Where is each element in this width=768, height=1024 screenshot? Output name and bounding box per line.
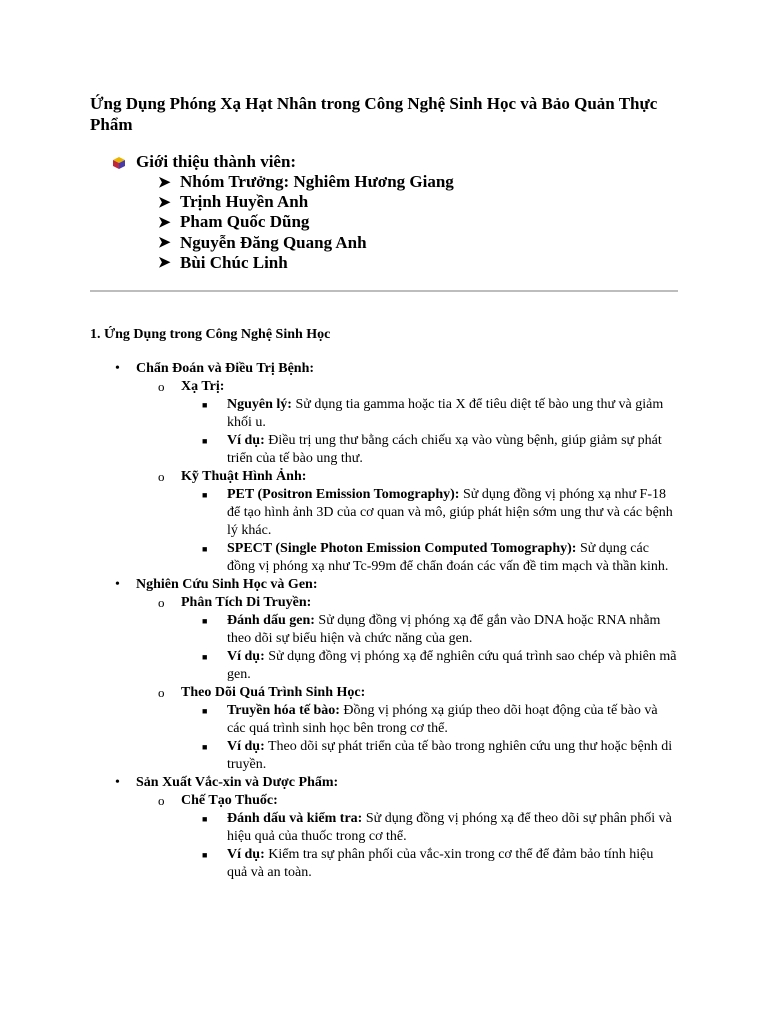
outline-level2-item: o Chế Tạo Thuốc: — [158, 793, 278, 808]
square-bullet-icon: ■ — [202, 544, 208, 554]
horizontal-divider — [90, 290, 678, 292]
colored-cube-bullet-icon — [112, 155, 126, 169]
disc-bullet-icon: • — [115, 577, 120, 592]
arrow-bullet-icon: ➤ — [158, 255, 171, 272]
outline-level3-item: ■ Đánh dấu và kiểm tra: Sử dụng đồng vị phóng xạ để theo dõi sự phân phối và hiệu quả của thuốc trong cơ thể. — [202, 811, 672, 844]
members-heading-row — [112, 152, 454, 172]
circle-bullet-icon: o — [158, 595, 165, 610]
outline-level1-item: • Nghiên Cứu Sinh Học và Gen: — [115, 577, 318, 592]
square-bullet-icon: ■ — [202, 814, 208, 824]
member-item: ➤ Nguyễn Đăng Quang Anh — [158, 232, 367, 252]
outline-level1-item: • Sản Xuất Vắc-xin và Dược Phẩm: — [115, 775, 339, 790]
document-title: Ứng Dụng Phóng Xạ Hạt Nhân trong Công Nghệ Sinh Học và Bảo Quản Thực Phẩm — [90, 94, 658, 134]
outline-level2-item: o Kỹ Thuật Hình Ảnh: — [158, 469, 307, 484]
arrow-bullet-icon: ➤ — [158, 235, 171, 252]
square-bullet-icon: ■ — [202, 850, 208, 860]
arrow-bullet-icon: ➤ — [158, 194, 171, 211]
circle-bullet-icon: o — [158, 793, 165, 808]
outline-level3-item: ■ Ví dụ: Kiểm tra sự phân phối của vắc-xin trong cơ thể để đảm bảo tính hiệu quả và an toàn. — [202, 847, 654, 880]
square-bullet-icon: ■ — [202, 400, 208, 410]
outline-level2-item: o Phân Tích Di Truyền: — [158, 595, 312, 610]
square-bullet-icon: ■ — [202, 706, 208, 716]
outline-level3-item: ■ Truyền hóa tế bào: Đồng vị phóng xạ giúp theo dõi hoạt động của tế bào và các quá trình sinh học bên trong cơ thể. — [202, 703, 658, 736]
disc-bullet-icon: • — [115, 361, 120, 376]
section-title: 1. Ứng Dụng trong Công Nghệ Sinh Học — [90, 327, 331, 342]
outline-level3-item: ■ Đánh dấu gen: Sử dụng đồng vị phóng xạ để gắn vào DNA hoặc RNA nhằm theo dõi sự biểu hiện và chức năng của gen. — [202, 613, 661, 646]
outline-level3-item: ■ PET (Positron Emission Tomography): Sử dụng đồng vị phóng xạ như F-18 để tạo hình ảnh 3D của cơ quan và mô, giúp phát hiện sớm ung thư và các bệnh lý khác. — [202, 487, 673, 538]
outline-level3-item: ■ SPECT (Single Photon Emission Computed Tomography): Sử dụng các đồng vị phóng xạ như Tc-99m để chẩn đoán các vấn đề tim mạch và thần kinh. — [202, 541, 669, 574]
member-item: ➤ Trịnh Huyền Anh — [158, 192, 309, 212]
square-bullet-icon: ■ — [202, 616, 208, 626]
circle-bullet-icon: o — [158, 379, 165, 394]
circle-bullet-icon: o — [158, 685, 165, 700]
outline-level3-item: ■ Ví dụ: Theo dõi sự phát triển của tế bào trong nghiên cứu ung thư hoặc bệnh di truyền. — [202, 739, 673, 772]
member-item: ➤ Nhóm Trưởng: Nghiêm Hương Giang — [158, 172, 454, 192]
members-list — [112, 172, 454, 273]
outline-level2-item: o Theo Dõi Quá Trình Sinh Học: — [158, 685, 366, 700]
square-bullet-icon: ■ — [202, 436, 208, 446]
arrow-bullet-icon: ➤ — [158, 174, 171, 191]
outline-level2-item: o Xạ Trị: — [158, 379, 225, 394]
square-bullet-icon: ■ — [202, 652, 208, 662]
arrow-bullet-icon: ➤ — [158, 214, 171, 231]
members-heading: Giới thiệu thành viên: — [136, 152, 297, 171]
member-item: ➤ Bùi Chúc Linh — [158, 252, 288, 272]
disc-bullet-icon: • — [115, 775, 120, 790]
outline-level3-item: ■ Ví dụ: Điều trị ung thư bằng cách chiếu xạ vào vùng bệnh, giúp giảm sự phát triển của tế bào ung thư. — [202, 433, 662, 466]
section-outline — [90, 360, 690, 882]
outline-level3-item: ■ Ví dụ: Sử dụng đồng vị phóng xạ để nghiên cứu quá trình sao chép và phiên mã gen. — [202, 649, 677, 682]
outline-level3-item: ■ Nguyên lý: Sử dụng tia gamma hoặc tia X để tiêu diệt tế bào ung thư và giảm khối u. — [202, 397, 664, 430]
members-block — [112, 152, 454, 273]
member-item: ➤ Pham Quốc Dũng — [158, 212, 310, 232]
outline-level1-item: • Chẩn Đoán và Điều Trị Bệnh: — [115, 361, 315, 376]
circle-bullet-icon: o — [158, 469, 165, 484]
square-bullet-icon: ■ — [202, 742, 208, 752]
square-bullet-icon: ■ — [202, 490, 208, 500]
